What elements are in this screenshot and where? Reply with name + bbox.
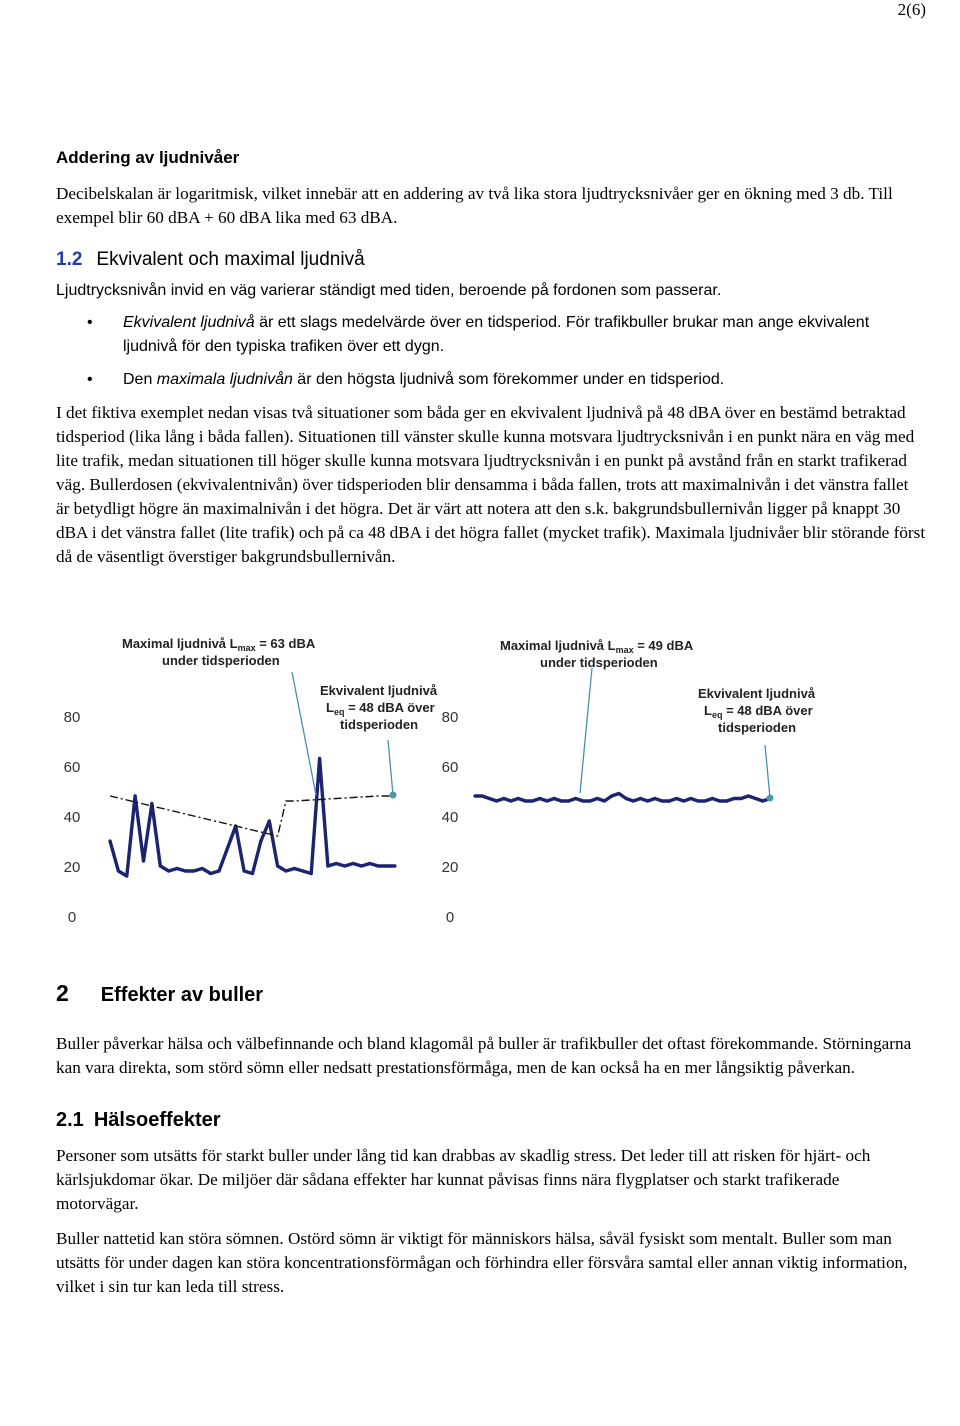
data-point <box>639 797 642 800</box>
data-point <box>696 799 699 802</box>
y-tick-label: 60 <box>441 759 459 776</box>
data-point <box>689 797 692 800</box>
data-point <box>243 869 246 872</box>
data-point <box>632 799 635 802</box>
data-point <box>108 839 111 842</box>
bullet-item-ekvivalent <box>56 311 926 359</box>
data-point <box>167 869 170 872</box>
data-point <box>175 867 178 870</box>
data-point <box>725 799 728 802</box>
bullet-item-maximala <box>56 368 926 392</box>
annotation-line2: tidsperioden <box>718 720 797 735</box>
data-point <box>596 797 599 800</box>
data-point <box>481 794 484 797</box>
annotation-line1b: $L_{eq} = 48$ dBA över <box>326 700 435 717</box>
data-point <box>509 799 512 802</box>
data-point <box>581 799 584 802</box>
data-point <box>393 864 396 867</box>
heading-2-title: Effekter av buller <box>100 984 264 1006</box>
y-tick-label: 80 <box>63 709 81 726</box>
data-point <box>343 864 346 867</box>
data-point <box>201 867 204 870</box>
data-point <box>385 864 388 867</box>
data-point <box>360 864 363 867</box>
annotation-line1: Maximal ljudnivå $L_{max} = 63$ dBA <box>122 636 316 653</box>
bullet-em: maximala ljudnivån <box>156 371 293 388</box>
data-point <box>192 869 195 872</box>
paragraph-intro: Ljudtrycksnivån invid en väg varierar ständigt med tiden, beroende på fordonen som passerar. <box>56 282 722 299</box>
annotation-marker <box>390 792 397 799</box>
data-point <box>209 872 212 875</box>
paragraph-example: I det fiktiva exemplet nedan visas två situationer som båda ger en ekvivalent ljudnivå på 48 dBA över en bestämd betraktad tidsperiod (lika lång i båda fallen). Situationen till vänster skulle kunna motsvara ljudtrycksnivån i en punkt nära en väg med lite trafik, medan situationen till höger skulle kunna motsvara ljudtrycksnivån i en punkt på avstånd från en starkt trafikerad väg. Bullerdosen (ekvivalentnivån) över tidsperioden blir densamma i båda fallen, trots att maximalnivån i det vänstra fallet är betydligt högre än maximalnivån i det högra. Det är värt att notera att den s.k. bakgrundsbullernivån ligger på knappt 30 dBA i det vänstra fallet (lite trafik) och på ca 48 dBA i det högra fallet (mycket trafik). Maximala ljudnivåer blir störande först då de väsentligt överstiger bakgrundsbullernivån. <box>56 403 926 566</box>
heading-2 <box>56 980 926 1008</box>
data-point <box>524 799 527 802</box>
heading-1-2-title: Ekvivalent och maximal ljudnivå <box>96 249 365 270</box>
y-tick-label: 0 <box>445 909 455 926</box>
data-point <box>159 864 162 867</box>
data-point <box>747 794 750 797</box>
paragraph-health-2: Buller nattetid kan störa sömnen. Ostörd sömn är viktigt för människors hälsa, såväl fysiskt som mentalt. Buller som man utsätts för under dagen kan störa koncentrationsförmågan och förhindra eller försvåra samtal eller annan viktig information, vilket i sin tur kan leda till stress. <box>56 1229 908 1296</box>
data-point <box>718 799 721 802</box>
data-point <box>268 819 271 822</box>
bullet-dot-icon: • <box>87 371 93 388</box>
data-point <box>276 864 279 867</box>
y-tick-label: 60 <box>63 759 81 776</box>
annotation-line2: under tidsperioden <box>540 655 658 670</box>
annotation-marker <box>767 795 774 802</box>
data-point <box>732 797 735 800</box>
bullet-em: Ekvivalent ljudnivå <box>123 314 255 331</box>
paragraph-health-1: Personer som utsätts för starkt buller under lång tid kan drabbas av skadlig stress. Det leder till att risken för hjärt- och kärlsjukdomar ökar. De miljöer där sådana effekter har kunnat påvisas finns nära flygplatser och starkt trafikerade motorvägar. <box>56 1146 871 1213</box>
data-point <box>538 797 541 800</box>
data-point <box>301 869 304 872</box>
data-point <box>495 799 498 802</box>
data-point <box>351 862 354 865</box>
y-tick-label: 40 <box>441 809 459 826</box>
data-point <box>117 869 120 872</box>
data-point <box>488 797 491 800</box>
bullet-dot-icon: • <box>87 314 93 331</box>
data-point <box>553 797 556 800</box>
y-tick-label: 20 <box>441 859 459 876</box>
data-point <box>293 867 296 870</box>
data-point <box>326 864 329 867</box>
data-point <box>711 797 714 800</box>
paragraph-effects: Buller påverkar hälsa och välbefinnande och bland klagomål på buller är trafikbuller det oftast förekommande. Störningarna kan vara direkta, som störd sömn eller nedsatt prestationsförmåga, men de kan också ha en mer långsiktig påverkan. <box>56 1034 912 1077</box>
data-point <box>335 862 338 865</box>
data-point <box>624 797 627 800</box>
data-point <box>589 799 592 802</box>
annotation-line2: tidsperioden <box>340 717 419 732</box>
bullet-text: är den högsta ljudnivå som förekommer under en tidsperiod. <box>292 371 725 388</box>
data-point <box>740 797 743 800</box>
heading-2-1-title: Hälsoeffekter <box>93 1109 221 1131</box>
series-level-line <box>110 759 395 877</box>
annotation-line2: under tidsperioden <box>162 653 280 668</box>
annotation-pointer-line <box>765 745 770 798</box>
y-tick-label: 40 <box>63 809 81 826</box>
data-point <box>574 797 577 800</box>
annotation-pointer-line <box>388 740 393 795</box>
page-number: 2(6) <box>897 0 926 19</box>
heading-1-2-number: 1.2 <box>56 249 83 270</box>
heading-1-2 <box>56 249 926 271</box>
data-point <box>704 799 707 802</box>
data-point <box>660 799 663 802</box>
data-point <box>377 864 380 867</box>
heading-2-1-number: 2.1 <box>56 1109 84 1131</box>
data-point <box>142 859 145 862</box>
data-point <box>473 794 476 797</box>
y-tick-label: 80 <box>441 709 459 726</box>
document-body-lower <box>56 980 926 1299</box>
data-point <box>668 799 671 802</box>
data-point <box>150 802 153 805</box>
annotation-pointer-line <box>292 672 316 795</box>
heading-addering: Addering av ljudnivåer <box>56 148 240 167</box>
heading-2-1 <box>56 1109 926 1132</box>
chart-left-low-traffic <box>64 636 438 926</box>
data-point <box>545 799 548 802</box>
annotation-line1: Maximal ljudnivå $L_{max} = 49$ dBA <box>500 638 694 655</box>
data-point <box>761 799 764 802</box>
bullet-text: är ett slags medelvärde över en tidsperiod. För trafikbuller brukar man ange ekvivalent ljudnivå för den typiska trafiken över ett dygn. <box>123 314 870 355</box>
data-point <box>217 869 220 872</box>
data-point <box>653 797 656 800</box>
data-point <box>682 799 685 802</box>
data-point <box>531 799 534 802</box>
bullet-list <box>56 311 926 392</box>
data-point <box>646 799 649 802</box>
data-point <box>517 797 520 800</box>
data-point <box>502 797 505 800</box>
annotation-line1b: $L_{eq} = 48$ dBA över <box>704 703 813 720</box>
data-point <box>134 794 137 797</box>
chart-right-heavy-traffic <box>442 638 816 926</box>
data-point <box>251 872 254 875</box>
data-point <box>125 874 128 877</box>
data-point <box>610 794 613 797</box>
document-body <box>56 148 926 569</box>
bullet-pre: Den <box>123 371 157 388</box>
data-point <box>617 792 620 795</box>
data-point <box>368 862 371 865</box>
data-point <box>603 799 606 802</box>
annotation-line1: Ekvivalent ljudnivå <box>698 686 816 701</box>
y-tick-label: 20 <box>63 859 81 876</box>
data-point <box>259 839 262 842</box>
data-point <box>560 799 563 802</box>
heading-2-number: 2 <box>56 980 69 1006</box>
data-point <box>284 869 287 872</box>
data-point <box>184 869 187 872</box>
data-point <box>310 872 313 875</box>
data-point <box>226 847 229 850</box>
data-point <box>318 757 321 760</box>
paragraph-addering: Decibelskalan är logaritmisk, vilket innebär att en addering av två lika stora ljudtrycksnivåer ger en ökning med 3 db. Till exempel blir 60 dBA + 60 dBA lika med 63 dBA. <box>56 184 893 227</box>
y-tick-label: 0 <box>67 909 77 926</box>
data-point <box>754 797 757 800</box>
data-point <box>567 799 570 802</box>
noise-level-charts <box>0 620 960 940</box>
annotation-pointer-line <box>580 668 592 793</box>
annotation-line1: Ekvivalent ljudnivå <box>320 683 438 698</box>
data-point <box>675 797 678 800</box>
